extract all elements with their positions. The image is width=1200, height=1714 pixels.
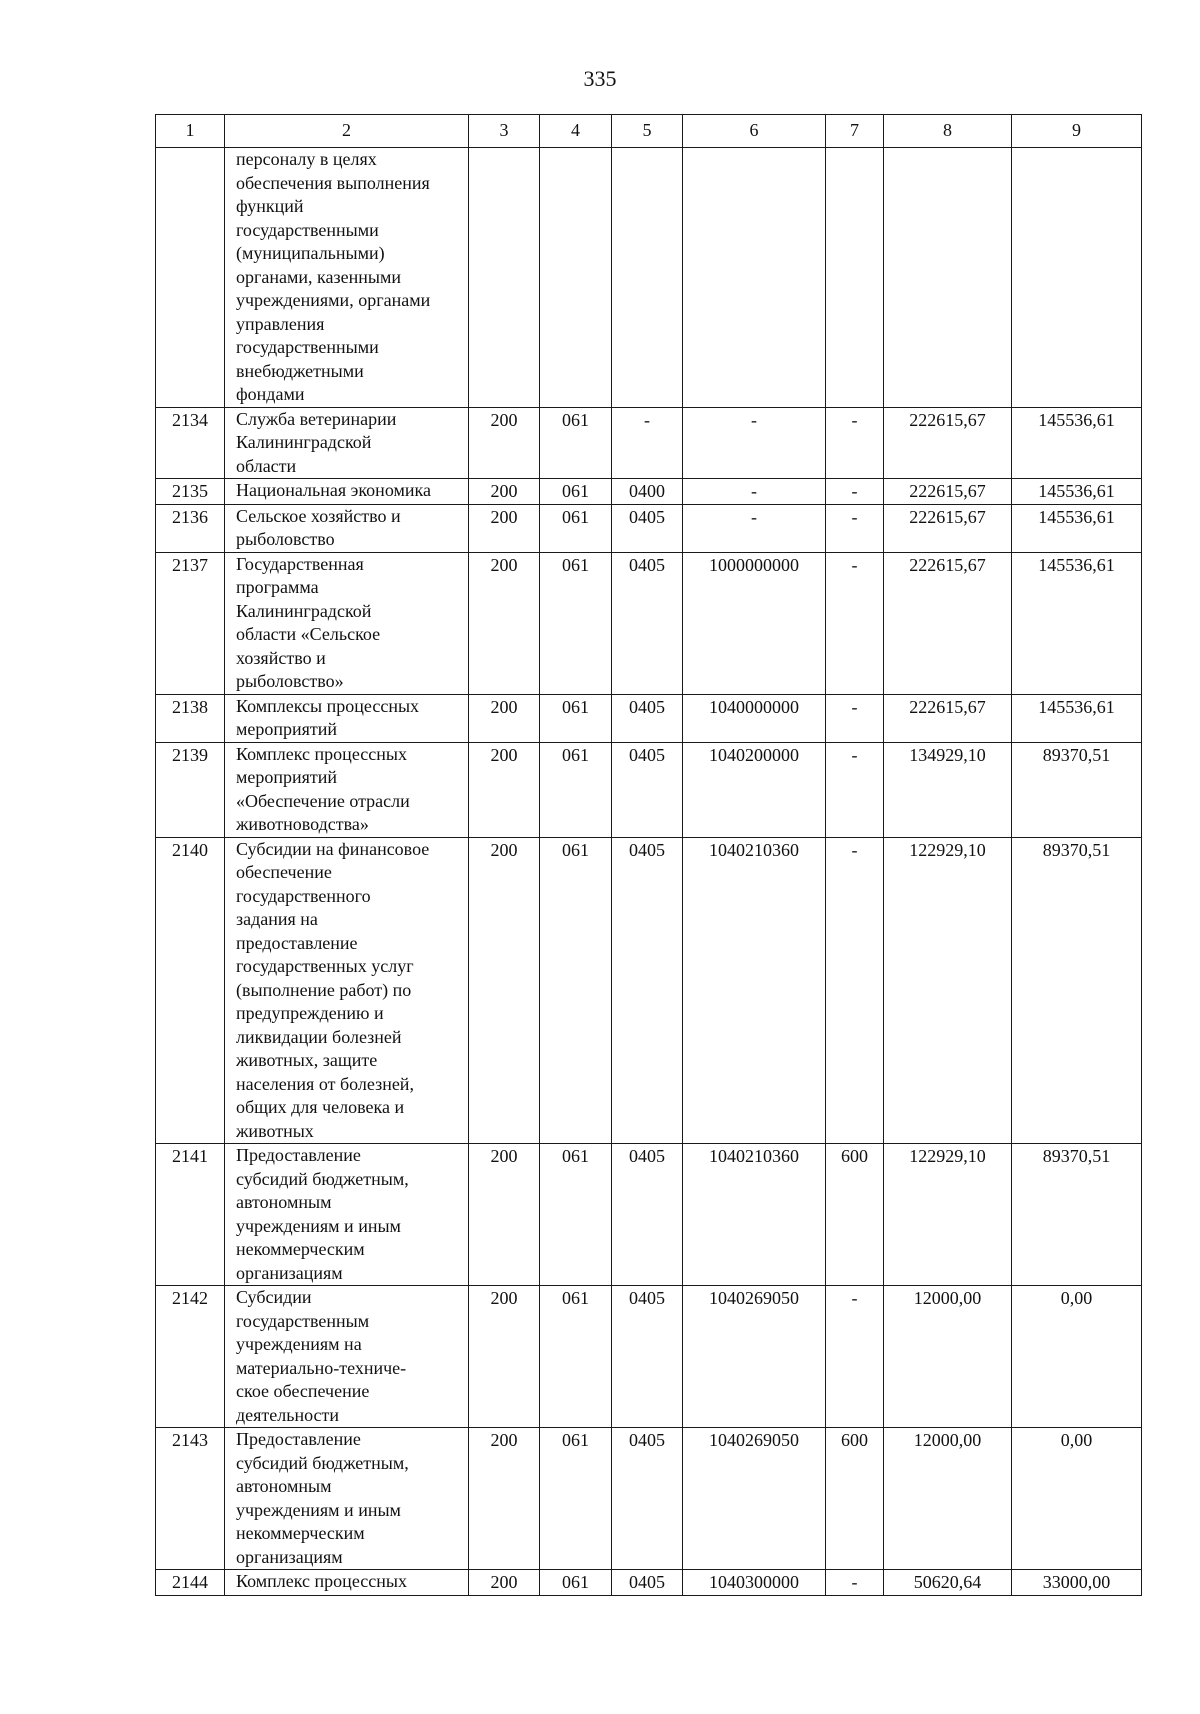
cell-col8: 122929,10: [884, 837, 1012, 1144]
cell-col8: 50620,64: [884, 1570, 1012, 1596]
row-description: Субсидии государственным учреждениям на материально-техниче- ское обеспечение деятельности: [236, 1287, 407, 1425]
page-number: 335: [583, 66, 617, 91]
cell-col3: 200: [469, 1428, 540, 1570]
cell-col6: 1040210360: [683, 1144, 826, 1286]
cell-col8: 222615,67: [884, 407, 1012, 479]
cell-col3: 200: [469, 837, 540, 1144]
row-description: Сельское хозяйство и рыболовство: [236, 505, 401, 549]
cell-col3: 200: [469, 552, 540, 694]
cell-col5: -: [612, 407, 683, 479]
row-number: 2134: [156, 407, 225, 479]
table-row: [156, 1570, 1142, 1596]
cell-col5: 0405: [612, 837, 683, 1144]
row-number: 2136: [156, 504, 225, 552]
cell-col6: 1040300000: [683, 1570, 826, 1596]
row-description: Предоставление субсидий бюджетным, автономным учреждениям и иным некоммерческим организациям: [236, 1429, 409, 1567]
cell-col8: 12000,00: [884, 1428, 1012, 1570]
column-header: 4: [540, 115, 612, 148]
cell-col3: [469, 148, 540, 408]
row-number: 2140: [156, 837, 225, 1144]
cell-col4: 061: [540, 479, 612, 505]
cell-col9: 145536,61: [1012, 504, 1142, 552]
column-header: 1: [156, 115, 225, 148]
cell-col6: 1040269050: [683, 1286, 826, 1428]
cell-col9: 145536,61: [1012, 694, 1142, 742]
cell-col7: -: [826, 1570, 884, 1596]
row-description: персоналу в целях обеспечения выполнения функций государственными (муниципальными) органами, казенными учреждениями, органами управления государственными внебюджетными фондами: [236, 149, 431, 404]
row-description: Субсидии на финансовое обеспечение государственного задания на предоставление государственных услуг (выполнение работ) по предупреждению и ликвидации болезней животных, защите населения от болезней, общих для человека и животных: [236, 838, 430, 1141]
table-header-row: [156, 115, 1142, 148]
cell-col3: 200: [469, 694, 540, 742]
cell-col6: 1040200000: [683, 742, 826, 837]
table-row: [156, 694, 1142, 742]
cell-col7: -: [826, 479, 884, 505]
table-row: [156, 552, 1142, 694]
cell-col3: 200: [469, 407, 540, 479]
cell-col5: 0405: [612, 504, 683, 552]
cell-col6: 1040210360: [683, 837, 826, 1144]
row-description: Комплексы процессных мероприятий: [236, 695, 420, 739]
table-row: [156, 148, 1142, 408]
cell-col4: 061: [540, 742, 612, 837]
cell-col4: 061: [540, 552, 612, 694]
cell-col8: [884, 148, 1012, 408]
cell-col4: 061: [540, 694, 612, 742]
row-number: 2144: [156, 1570, 225, 1596]
table-body: [156, 148, 1142, 1596]
cell-col6: -: [683, 407, 826, 479]
cell-col6: 1000000000: [683, 552, 826, 694]
cell-col9: 0,00: [1012, 1286, 1142, 1428]
cell-col4: 061: [540, 837, 612, 1144]
row-number: 2141: [156, 1144, 225, 1286]
cell-col3: 200: [469, 1286, 540, 1428]
column-header: 2: [225, 115, 469, 148]
cell-col7: -: [826, 552, 884, 694]
cell-col5: 0405: [612, 742, 683, 837]
table-row: [156, 1144, 1142, 1286]
cell-col9: [1012, 148, 1142, 408]
cell-col7: -: [826, 1286, 884, 1428]
table-row: [156, 837, 1142, 1144]
cell-col5: [612, 148, 683, 408]
cell-col7: [826, 148, 884, 408]
column-header: 9: [1012, 115, 1142, 148]
cell-col4: 061: [540, 1428, 612, 1570]
cell-col7: 600: [826, 1428, 884, 1570]
row-description: Предоставление субсидий бюджетным, автономным учреждениям и иным некоммерческим организациям: [236, 1145, 409, 1283]
cell-col5: 0405: [612, 1570, 683, 1596]
cell-col3: 200: [469, 742, 540, 837]
cell-col4: 061: [540, 1570, 612, 1596]
cell-col4: 061: [540, 504, 612, 552]
cell-col4: [540, 148, 612, 408]
column-header: 8: [884, 115, 1012, 148]
row-description: Комплекс процессных мероприятий «Обеспечение отрасли животноводства»: [236, 743, 410, 834]
cell-col8: 222615,67: [884, 552, 1012, 694]
cell-col8: 222615,67: [884, 479, 1012, 505]
cell-col3: 200: [469, 479, 540, 505]
budget-table: [155, 114, 1142, 1596]
cell-col7: -: [826, 407, 884, 479]
cell-col4: 061: [540, 1286, 612, 1428]
column-header: 6: [683, 115, 826, 148]
row-description: Комплекс процессных: [236, 1571, 407, 1591]
row-description: Национальная экономика: [236, 480, 431, 500]
cell-col7: -: [826, 742, 884, 837]
cell-col8: 12000,00: [884, 1286, 1012, 1428]
cell-col7: 600: [826, 1144, 884, 1286]
row-number: 2142: [156, 1286, 225, 1428]
cell-col9: 89370,51: [1012, 742, 1142, 837]
cell-col9: 89370,51: [1012, 837, 1142, 1144]
cell-col9: 0,00: [1012, 1428, 1142, 1570]
cell-col7: -: [826, 504, 884, 552]
cell-col6: [683, 148, 826, 408]
cell-col4: 061: [540, 407, 612, 479]
cell-col8: 122929,10: [884, 1144, 1012, 1286]
row-number: 2143: [156, 1428, 225, 1570]
cell-col6: 1040269050: [683, 1428, 826, 1570]
row-number: 2139: [156, 742, 225, 837]
cell-col7: -: [826, 837, 884, 1144]
cell-col5: 0405: [612, 694, 683, 742]
row-description: Государственная программа Калининградской области «Сельское хозяйство и рыболовство»: [236, 553, 381, 691]
table-row: [156, 479, 1142, 505]
cell-col9: 145536,61: [1012, 407, 1142, 479]
row-number: 2137: [156, 552, 225, 694]
table-row: [156, 407, 1142, 479]
column-header: 7: [826, 115, 884, 148]
cell-col5: 0405: [612, 1144, 683, 1286]
cell-col5: 0405: [612, 1428, 683, 1570]
row-number: 2138: [156, 694, 225, 742]
row-number: 2135: [156, 479, 225, 505]
table-row: [156, 742, 1142, 837]
cell-col6: 1040000000: [683, 694, 826, 742]
table-row: [156, 504, 1142, 552]
row-description: Служба ветеринарии Калининградской области: [236, 408, 397, 476]
cell-col6: -: [683, 479, 826, 505]
cell-col3: 200: [469, 1144, 540, 1286]
cell-col7: -: [826, 694, 884, 742]
cell-col6: -: [683, 504, 826, 552]
cell-col8: 222615,67: [884, 504, 1012, 552]
row-number: [156, 148, 225, 408]
cell-col9: 145536,61: [1012, 552, 1142, 694]
cell-col9: 33000,00: [1012, 1570, 1142, 1596]
cell-col3: 200: [469, 504, 540, 552]
column-header: 3: [469, 115, 540, 148]
cell-col8: 134929,10: [884, 742, 1012, 837]
cell-col9: 145536,61: [1012, 479, 1142, 505]
cell-col8: 222615,67: [884, 694, 1012, 742]
table-row: [156, 1428, 1142, 1570]
cell-col3: 200: [469, 1570, 540, 1596]
column-header: 5: [612, 115, 683, 148]
cell-col5: 0405: [612, 1286, 683, 1428]
cell-col5: 0400: [612, 479, 683, 505]
cell-col9: 89370,51: [1012, 1144, 1142, 1286]
cell-col4: 061: [540, 1144, 612, 1286]
table-row: [156, 1286, 1142, 1428]
cell-col5: 0405: [612, 552, 683, 694]
